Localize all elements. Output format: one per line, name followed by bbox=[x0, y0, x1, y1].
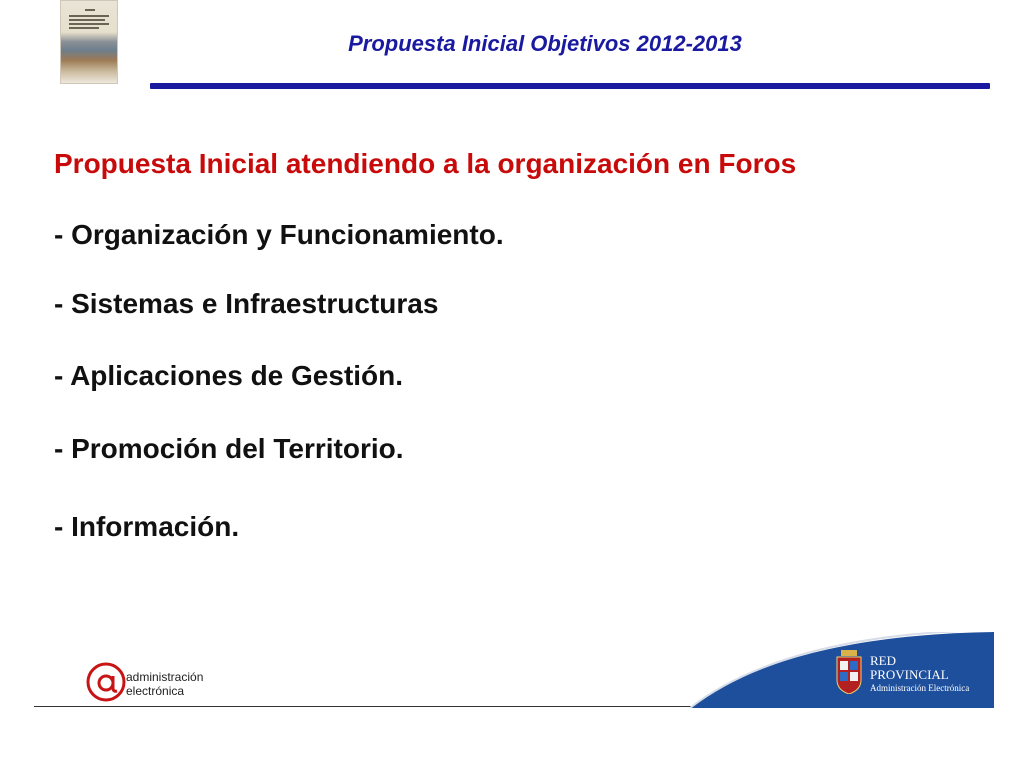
at-sign-icon bbox=[86, 662, 126, 702]
list-item: - Organización y Funcionamiento. bbox=[54, 219, 504, 250]
page-title: Propuesta Inicial Objetivos 2012-2013 bbox=[348, 31, 742, 56]
document-cover-thumbnail bbox=[60, 0, 118, 84]
logo-text-line3: Administración Electrónica bbox=[870, 683, 970, 693]
header-divider bbox=[150, 83, 990, 89]
list-item: - Sistemas e Infraestructuras bbox=[54, 288, 439, 319]
section-subtitle: Propuesta Inicial atendiendo a la organización en Foros bbox=[54, 148, 797, 179]
list-item: - Promoción del Territorio. bbox=[54, 433, 404, 464]
logo-text-line2: PROVINCIAL bbox=[870, 667, 949, 682]
administracion-electronica-logo bbox=[86, 660, 216, 706]
coat-of-arms-icon bbox=[836, 650, 862, 694]
logo-text-line1: administración bbox=[126, 670, 204, 684]
logo-text-line2: electrónica bbox=[126, 684, 185, 698]
red-provincial-logo bbox=[836, 650, 986, 698]
list-item: - Información. bbox=[54, 511, 240, 542]
logo-text-line1: RED bbox=[870, 653, 896, 668]
list-item: - Aplicaciones de Gestión. bbox=[54, 360, 404, 391]
